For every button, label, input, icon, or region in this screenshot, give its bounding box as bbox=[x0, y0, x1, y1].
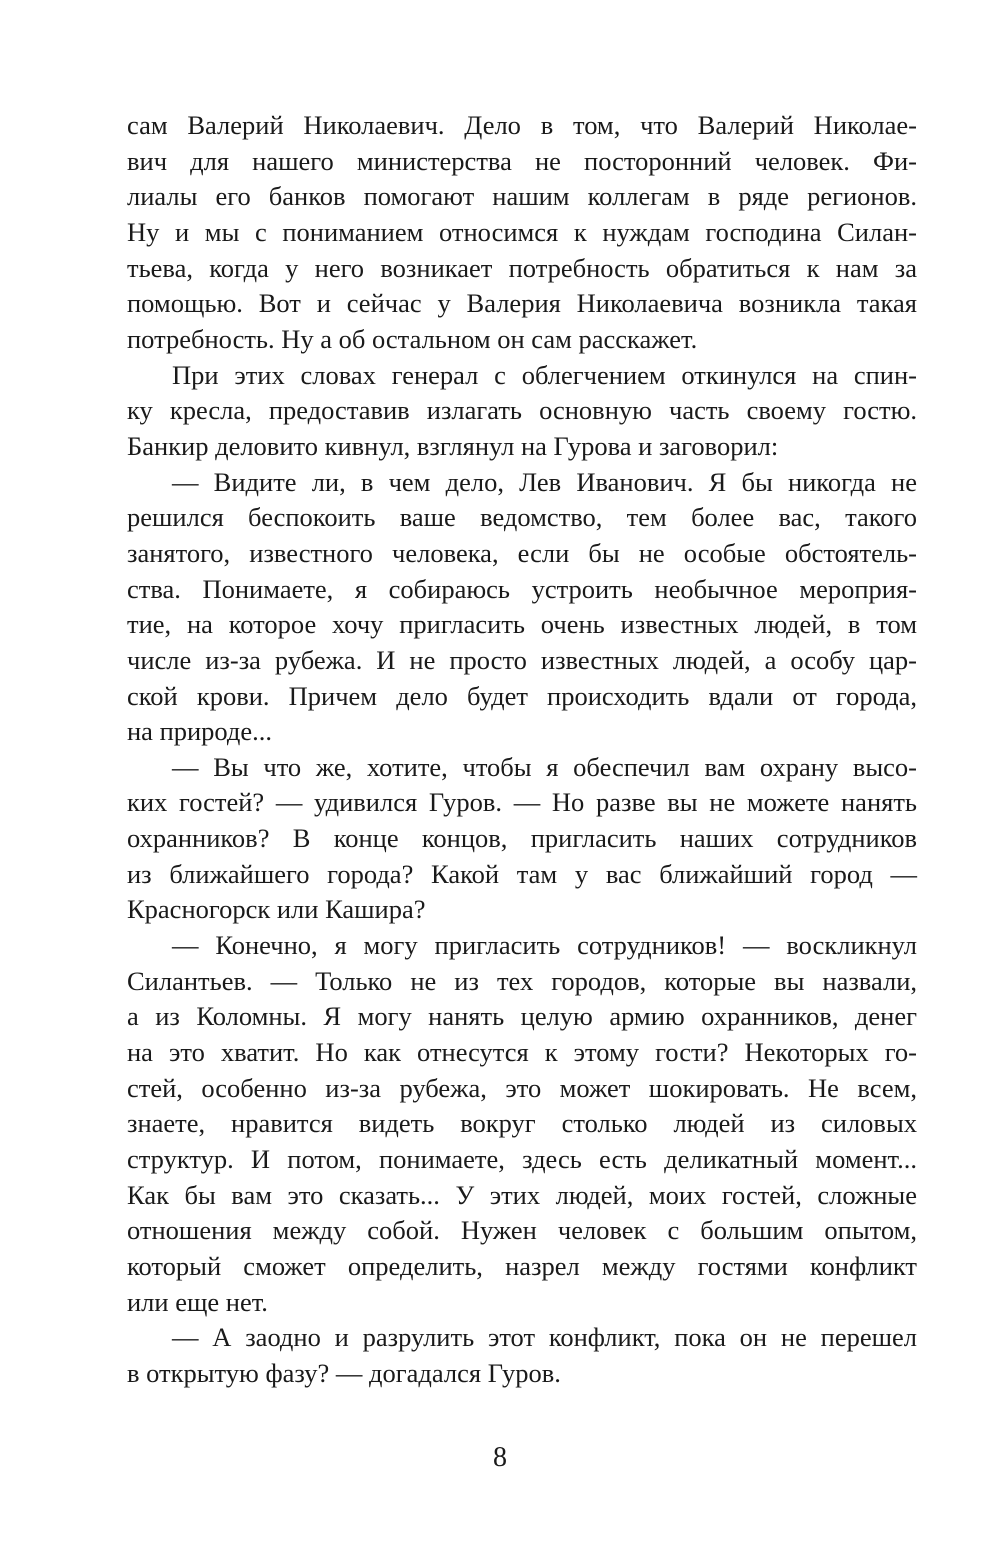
text-line: При этих словах генерал с облегчением откинулся на спин- bbox=[172, 359, 917, 390]
page-number: 8 bbox=[493, 1442, 507, 1473]
text-line: — А заодно и разрулить этот конфликт, пока он не перешел bbox=[172, 1322, 917, 1353]
paragraph bbox=[127, 465, 917, 750]
text-line: Красногорск или Кашира? bbox=[127, 894, 426, 925]
paragraph bbox=[127, 108, 917, 358]
text-line: знаете, нравится видеть вокруг столько людей из силовых bbox=[127, 1108, 917, 1139]
text-line: из ближайшего города? Какой там у вас ближайший город — bbox=[127, 858, 917, 889]
paragraph bbox=[127, 1320, 917, 1391]
text-line: решился беспокоить ваше ведомство, тем более вас, такого bbox=[127, 502, 917, 533]
text-line: тьева, когда у него возникает потребность обратиться к нам за bbox=[127, 252, 917, 283]
text-line: потребность. Ну а об остальном он сам расскажет. bbox=[127, 323, 698, 354]
text-line: помощью. Вот и сейчас у Валерия Николаевича возникла такая bbox=[127, 288, 917, 319]
paragraph bbox=[127, 750, 917, 928]
paragraph bbox=[127, 358, 917, 465]
text-line: Ну и мы с пониманием относимся к нуждам господина Силан- bbox=[127, 216, 917, 247]
text-line: или еще нет. bbox=[127, 1286, 268, 1317]
text-line: ку кресла, предоставив излагать основную часть своему гостю. bbox=[127, 395, 917, 426]
text-line: тие, на которое хочу пригласить очень известных людей, в том bbox=[127, 609, 917, 640]
text-line: — Вы что же, хотите, чтобы я обеспечил вам охрану высо- bbox=[172, 751, 917, 782]
text-line: — Конечно, я могу пригласить сотрудников! — воскликнул bbox=[172, 930, 917, 961]
text-line: на это хватит. Но как отнесутся к этому гости? Некоторых го- bbox=[127, 1037, 917, 1068]
text-line: ства. Понимаете, я собираюсь устроить необычное мероприя- bbox=[127, 573, 917, 604]
text-line: отношения между собой. Нужен человек с большим опытом, bbox=[127, 1215, 917, 1246]
text-line: вич для нашего министерства не посторонний человек. Фи- bbox=[127, 145, 917, 176]
text-line: ской крови. Причем дело будет происходить вдали от города, bbox=[127, 680, 917, 711]
text-line: на природе... bbox=[127, 716, 273, 747]
text-line: охранников? В конце концов, пригласить наших сотрудников bbox=[127, 823, 917, 854]
paragraph bbox=[127, 928, 917, 1320]
text-line: Как бы вам это сказать... У этих людей, моих гостей, сложные bbox=[127, 1179, 917, 1210]
text-line: сам Валерий Николаевич. Дело в том, что Валерий Николае- bbox=[127, 110, 917, 140]
text-line: структур. И потом, понимаете, здесь есть деликатный момент... bbox=[127, 1144, 917, 1175]
text-line: Банкир деловито кивнул, взглянул на Гурова и заговорил: bbox=[127, 430, 779, 461]
text-line: — Видите ли, в чем дело, Лев Иванович. Я бы никогда не bbox=[172, 466, 917, 497]
text-line: а из Коломны. Я могу нанять целую армию охранников, денег bbox=[127, 1001, 917, 1032]
text-line: ких гостей? — удивился Гуров. — Но разве вы не можете нанять bbox=[127, 787, 917, 818]
text-line: в открытую фазу? — догадался Гуров. bbox=[127, 1357, 561, 1388]
page-body-text bbox=[127, 108, 917, 1392]
text-line: который сможет определить, назрел между гостями конфликт bbox=[127, 1251, 917, 1281]
text-line: Силантьев. — Только не из тех городов, которые вы назвали, bbox=[127, 965, 917, 996]
text-line: числе из-за рубежа. И не просто известных людей, а особу цар- bbox=[127, 644, 917, 675]
text-line: стей, особенно из-за рубежа, это может шокировать. Не всем, bbox=[127, 1072, 917, 1103]
text-line: лиалы его банков помогают нашим коллегам в ряде регионов. bbox=[127, 181, 917, 212]
text-line: занятого, известного человека, если бы не особые обстоятель- bbox=[127, 537, 917, 568]
